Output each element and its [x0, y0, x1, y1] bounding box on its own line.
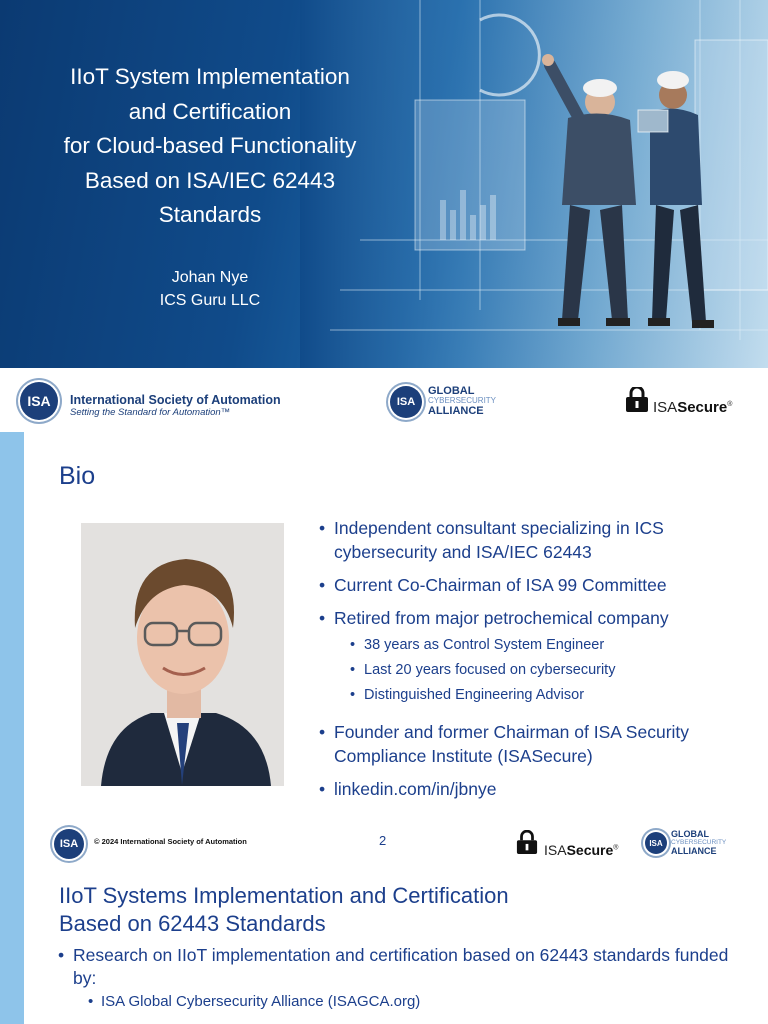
bio-bullet-list	[318, 516, 758, 810]
isa-tagline: Setting the Standard for Automation™	[70, 407, 231, 418]
gca-logo-icon: ISA	[390, 386, 422, 418]
footer-gca-line2: CYBERSECURITY	[671, 838, 727, 846]
hero-banner	[0, 0, 768, 368]
speaker-portrait	[81, 523, 284, 786]
isa-logo-text	[70, 393, 281, 418]
research-sub-bullet: • ISA Global Cybersecurity Alliance (ISAGCA.org)	[58, 990, 738, 1014]
author-name: Johan Nye	[171, 269, 249, 286]
bio-sub-list	[318, 633, 758, 708]
title-line: Based on 62443 Standards	[59, 911, 326, 936]
footer-gca-logo-icon: ISA	[645, 832, 667, 854]
gca-logo-text	[428, 386, 496, 416]
sponsor-logo-bar	[0, 368, 768, 432]
title-line: and Certification	[128, 98, 292, 124]
isasecure-mark: ®	[727, 401, 733, 408]
research-slide	[0, 866, 768, 1024]
bio-slide	[0, 432, 768, 866]
research-bullet-list	[58, 944, 738, 1014]
gca-line3: ALLIANCE	[428, 405, 484, 417]
bio-bullet: • Current Co-Chairman of ISA 99 Committee	[318, 573, 758, 597]
footer-isasecure-bold: Secure	[566, 842, 614, 858]
lock-icon	[625, 387, 649, 413]
isasecure-prefix: ISA	[653, 399, 678, 416]
bio-bullet: • Founder and former Chairman of ISA Security Compliance Institute (ISASecure)	[318, 720, 758, 768]
gca-line2: CYBERSECURITY	[428, 396, 497, 405]
bio-bullet: • Independent consultant specializing in ICS cybersecurity and ISA/IEC 62443	[318, 516, 758, 564]
bio-sub-bullet: • Distinguished Engineering Advisor	[318, 683, 758, 708]
bio-sub-bullet: • 38 years as Control System Engineer	[318, 633, 758, 658]
footer-gca-line1: GLOBAL	[671, 829, 709, 839]
slide-accent-strip	[0, 432, 24, 866]
research-slide-title	[59, 882, 509, 938]
presentation-title	[20, 60, 400, 233]
isasecure-bold: Secure	[677, 399, 728, 416]
footer-isasecure-mark: ®	[613, 844, 619, 852]
author-company: ICS Guru LLC	[159, 292, 261, 309]
footer-copyright: © 2024 International Society of Automation	[94, 837, 247, 846]
bio-bullet: • Retired from major petrochemical company	[318, 606, 758, 630]
footer-isasecure-text	[544, 842, 618, 858]
research-bullet: • Research on IIoT implementation and certification based on 62443 standards funded by:	[58, 944, 738, 990]
bio-sub-bullet: • Last 20 years focused on cybersecurity	[318, 658, 758, 683]
isa-org-name: International Society of Automation	[70, 393, 281, 407]
title-line: Based on ISA/IEC 62443	[84, 167, 336, 193]
title-line: Standards	[158, 202, 262, 227]
author-block	[60, 266, 360, 312]
title-line: IIoT System Implementation	[70, 64, 350, 89]
title-line: for Cloud-based Functionality	[63, 133, 357, 158]
title-line: IIoT Systems Implementation and Certification	[59, 883, 509, 908]
page-number: 2	[379, 833, 387, 848]
footer-lock-icon	[516, 830, 538, 856]
isa-logo-icon: ISA	[20, 382, 58, 420]
footer-gca-text	[671, 830, 726, 856]
slide-accent-strip	[0, 866, 24, 1024]
bio-heading: Bio	[59, 462, 96, 490]
footer-isasecure-prefix: ISA	[544, 842, 567, 858]
footer-gca-line3: ALLIANCE	[671, 846, 717, 856]
isasecure-logo-text	[653, 399, 732, 416]
title-slide	[0, 0, 768, 432]
gca-line1: GLOBAL	[428, 385, 475, 397]
footer-isa-logo-icon: ISA	[54, 829, 84, 859]
bio-bullet: • linkedin.com/in/jbnye	[318, 777, 758, 801]
